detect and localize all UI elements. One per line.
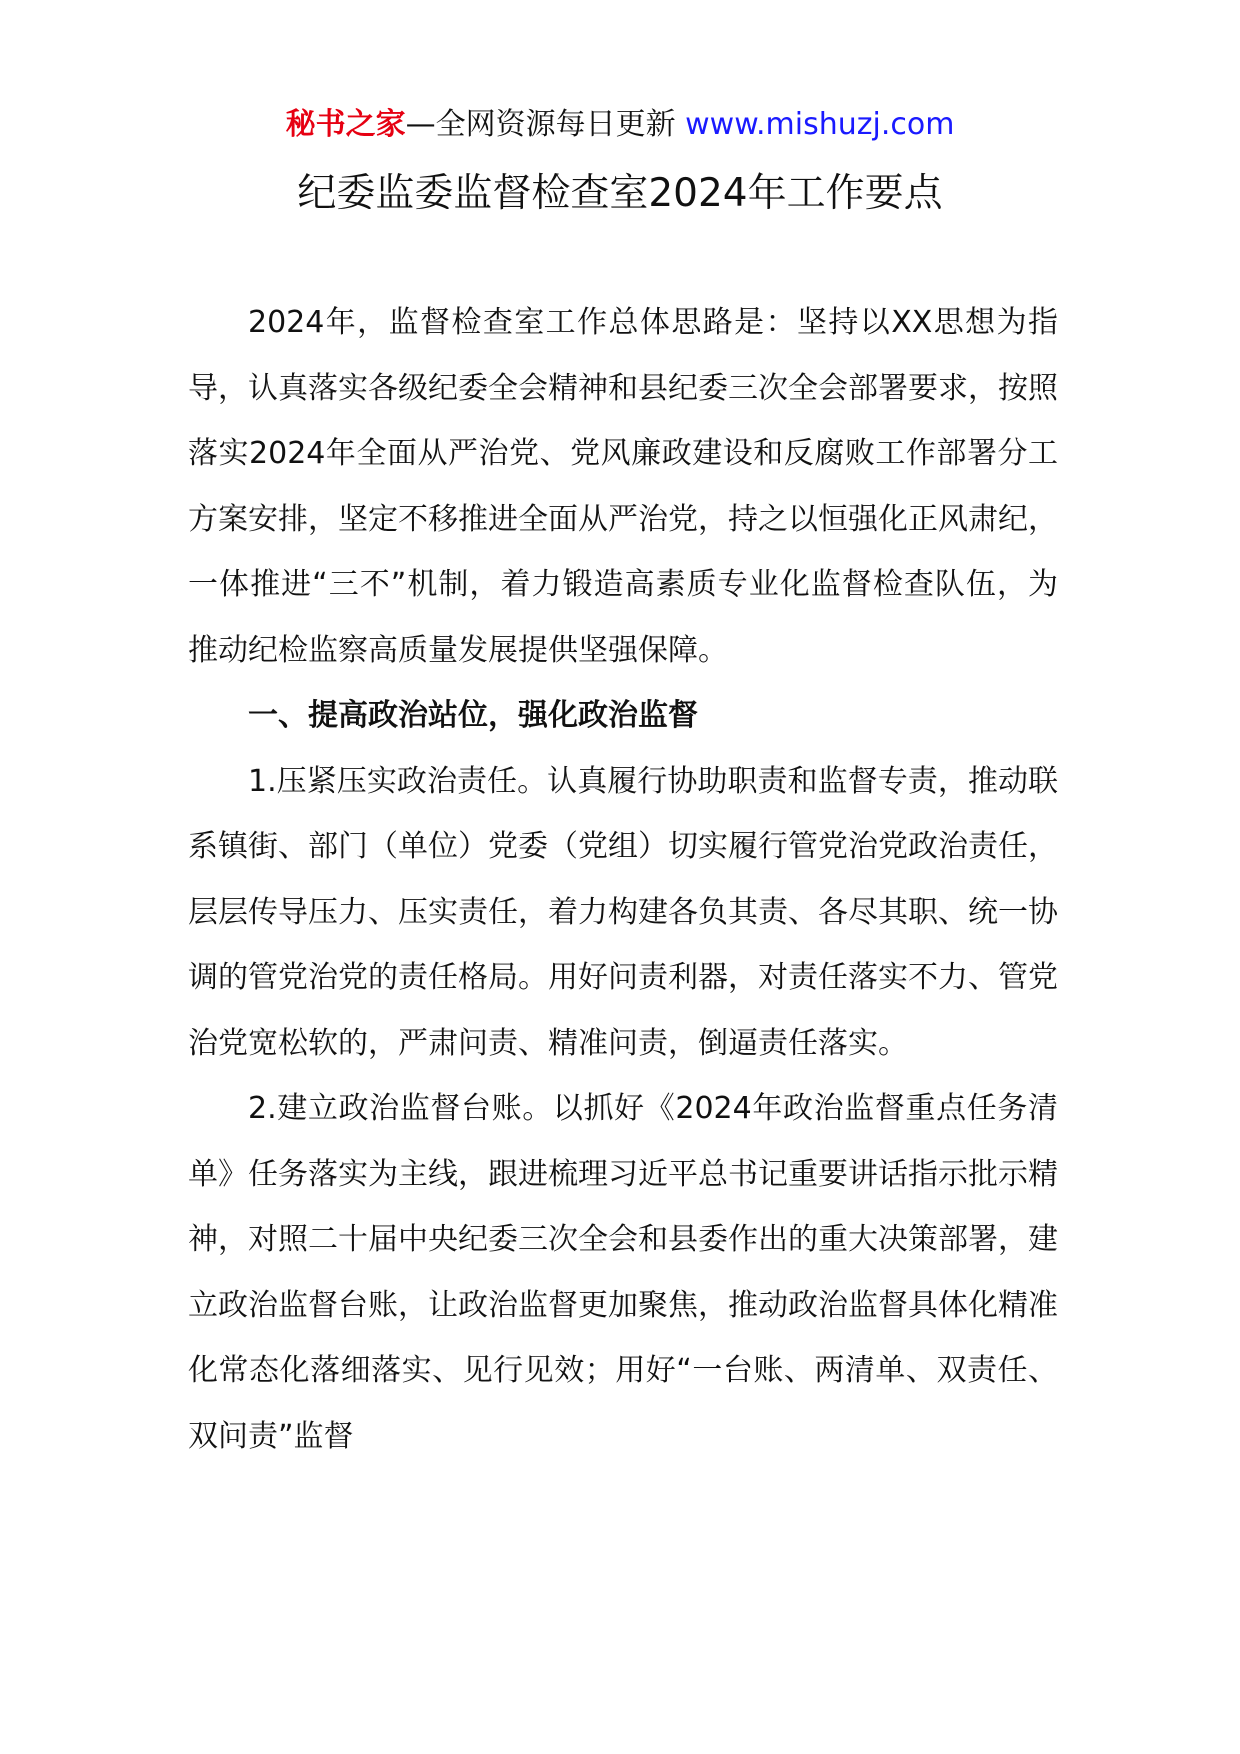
document-title: 纪委监委监督检查室2024年工作要点 <box>297 171 943 216</box>
header-slogan: —全网资源每日更新 <box>405 107 686 142</box>
site-header <box>0 103 1240 147</box>
document-body <box>188 290 1058 1469</box>
site-url-link[interactable]: www.mishuzj.com <box>685 107 955 142</box>
intro-paragraph: 2024年，监督检查室工作总体思路是：坚持以XX思想为指导，认真落实各级纪委全会精神和县纪委三次全会部署要求，按照落实2024年全面从严治党、党风廉政建设和反腐败工作部署分工方案安排，坚定不移推进全面从严治党，持之以恒强化正风肃纪，一体推进“三不”机制，着力锻造高素质专业化监督检查队伍，为推动纪检监察高质量发展提供坚强保障。 <box>188 305 1058 668</box>
item-paragraph-2: 2.建立政治监督台账。以抓好《2024年政治监督重点任务清单》任务落实为主线，跟进梳理习近平总书记重要讲话指示批示精神，对照二十届中央纪委三次全会和县委作出的重大决策部署，建立政治监督台账，让政治监督更加聚焦，推动政治监督具体化精准化常态化落细落实、见行见效；用好“一台账、两清单、双责任、双问责”监督 <box>188 1091 1058 1454</box>
section-heading-1: 一、提高政治站位，强化政治监督 <box>248 698 698 733</box>
item-paragraph-1: 1.压紧压实政治责任。认真履行协助职责和监督专责，推动联系镇街、部门（单位）党委（党组）切实履行管党治党政治责任，层层传导压力、压实责任，着力构建各负其责、各尽其职、统一协调的管党治党的责任格局。用好问责利器，对责任落实不力、管党治党宽松软的，严肃问责、精准问责，倒逼责任落实。 <box>188 763 1058 1061</box>
brand-name: 秘书之家 <box>285 107 406 142</box>
